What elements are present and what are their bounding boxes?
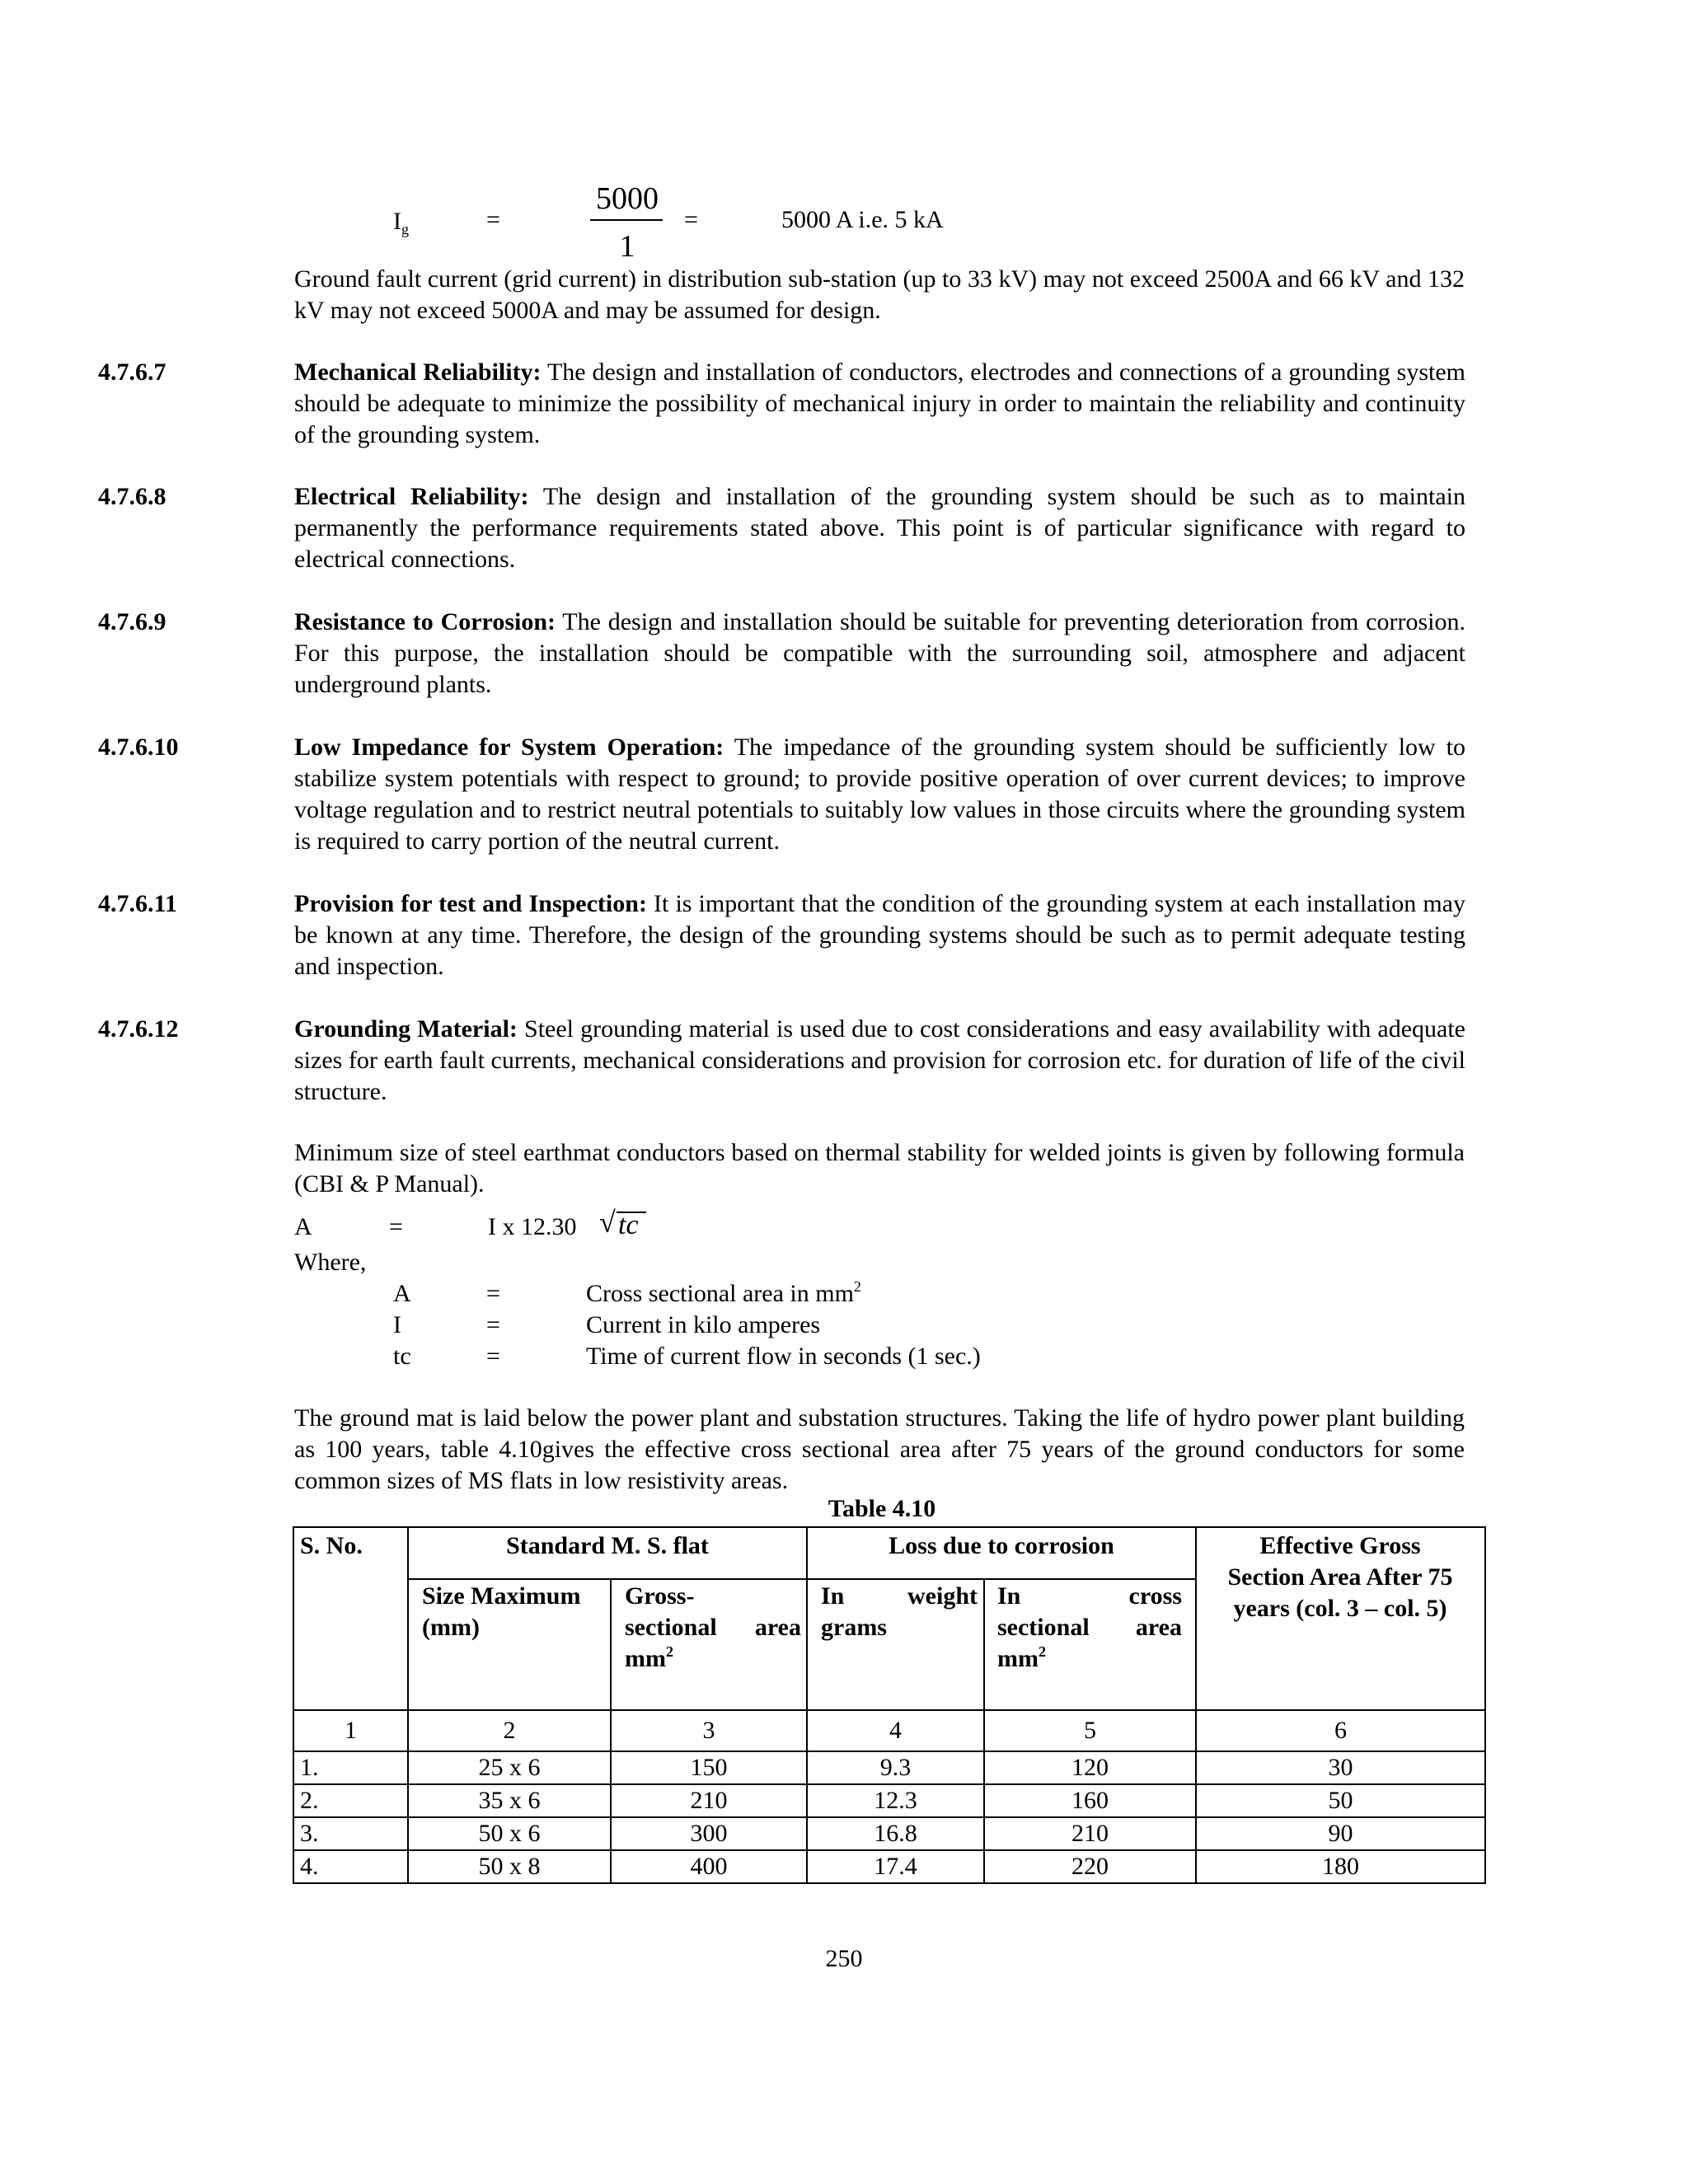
formula-ig-fraction-line: [590, 219, 663, 221]
definition-equals: =: [486, 1343, 500, 1370]
header-loss-in-weight: [821, 1581, 978, 1643]
table-rule: [610, 1578, 612, 1884]
where-label: Where,: [294, 1249, 367, 1276]
definition-list: [0, 1278, 1688, 1377]
table-rule: [293, 1750, 1486, 1752]
formula-a-lhs: A: [294, 1213, 312, 1240]
header-size-maximum: Size Maximum (mm): [422, 1582, 581, 1641]
cell-gross-area: 210: [690, 1787, 728, 1814]
section-text: It is important that the condition of the grounding system at each installation may be known at any time. Therefore, the design of the grounding systems should be such as to permit adequate testing and inspection.: [294, 890, 1465, 980]
formula-ig-result: 5000 A i.e. 5 kA: [781, 206, 944, 233]
header-weight-line: [821, 1581, 978, 1612]
formula-a-sqrt-arg: tc: [618, 1210, 639, 1240]
section-4-7-6-10: [98, 732, 1465, 857]
definition-symbol: I: [393, 1311, 401, 1338]
section-number: 4.7.6.10: [98, 733, 179, 761]
table-rule: [407, 1526, 409, 1884]
cell-sno: 2.: [300, 1787, 319, 1814]
cell-sno: 1.: [300, 1754, 319, 1781]
header-standard-flat: Standard M. S. flat: [506, 1532, 709, 1559]
col-number: 6: [1334, 1717, 1347, 1744]
formula-ig-equals-2: =: [684, 206, 698, 233]
section-title: Resistance to Corrosion:: [294, 608, 556, 635]
table-rule: [806, 1526, 808, 1884]
formula-ig-equals-1: =: [486, 206, 500, 233]
sqrt-symbol: √: [599, 1206, 616, 1239]
header-cross-word: cross: [1128, 1582, 1182, 1610]
cell-effective-area: 90: [1328, 1820, 1353, 1847]
header-effective-area: Effective Gross Section Area After 75 years (col. 3 – col. 5): [1227, 1532, 1453, 1622]
header-gross-unit: mm: [625, 1645, 666, 1672]
definition-symbol: tc: [393, 1343, 411, 1370]
min-size-paragraph: Minimum size of steel earthmat conductors based on thermal stability for welded joints is given by following formula (CBI & P Manual).: [294, 1139, 1465, 1197]
header-loss-in-cross-area: [997, 1581, 1182, 1675]
section-title: Mechanical Reliability:: [294, 359, 542, 386]
cell-gross-area: 400: [690, 1853, 728, 1880]
section-text: The design and installation of the grounding system should be such as to maintain permanently the performance requirements stated above. This point is of particular significance with regard to electrical connections.: [294, 483, 1465, 573]
section-number: 4.7.6.9: [98, 608, 166, 635]
col-number: 3: [702, 1717, 715, 1744]
section-title: Low Impedance for System Operation:: [294, 733, 724, 761]
table-rule: [293, 1526, 294, 1884]
section-body: [98, 1014, 1465, 1108]
header-cross-line: [997, 1612, 1182, 1643]
table-rule: [293, 1709, 1486, 1711]
definition-meaning-text: Cross sectional area in mm: [586, 1280, 854, 1307]
col-number: 1: [345, 1717, 357, 1744]
cell-effective-area: 180: [1322, 1853, 1359, 1880]
cell-gross-area: 300: [690, 1820, 728, 1847]
header-gross-word: sectional: [625, 1614, 717, 1641]
section-text: The design and installation should be suitable for preventing deterioration from corrosion. For this purpose, the installation should be compatible with the surrounding soil, atmosphere and adjacent underground plants.: [294, 608, 1465, 698]
header-gross-sectional-area: [625, 1581, 801, 1675]
definition-equals: =: [486, 1311, 500, 1338]
intro-paragraph: Ground fault current (grid current) in distribution sub-station (up to 33 kV) may not exceed 2500A and 66 kV and 132 kV may not exceed 5000A and may be assumed for design.: [294, 265, 1465, 324]
header-gross-superscript: 2: [665, 1643, 673, 1660]
formula-a-equals: =: [389, 1213, 403, 1240]
cell-loss-area: 160: [1071, 1787, 1109, 1814]
header-sno: S. No.: [300, 1532, 363, 1559]
table-rule: [983, 1578, 985, 1884]
section-number: 4.7.6.11: [98, 890, 177, 917]
cell-loss-area: 210: [1071, 1820, 1109, 1847]
section-body: [98, 732, 1465, 857]
section-body: [98, 888, 1465, 982]
col-number: 4: [889, 1717, 902, 1744]
table-rule: [293, 1816, 1486, 1818]
table-rule: [408, 1578, 1195, 1580]
header-gross-line: Gross-: [625, 1582, 695, 1610]
formula-a-rhs: I x 12.30: [488, 1213, 577, 1240]
cell-size: 50 x 8: [478, 1853, 541, 1880]
section-title: Provision for test and Inspection:: [294, 890, 647, 917]
table-rule: [1195, 1526, 1197, 1884]
section-4-7-6-12: [98, 1014, 1465, 1108]
cell-effective-area: 30: [1328, 1754, 1353, 1781]
cell-sno: 4.: [300, 1853, 319, 1880]
definition-meaning: [586, 1278, 861, 1310]
cell-loss-weight: 12.3: [874, 1787, 917, 1814]
header-cross-superscript: 2: [1038, 1643, 1046, 1660]
definition-equals: =: [486, 1280, 500, 1307]
section-number: 4.7.6.12: [98, 1015, 179, 1043]
cell-sno: 3.: [300, 1820, 319, 1847]
header-cross-line: [997, 1643, 1182, 1675]
formula-ig-numerator: 5000: [596, 181, 659, 216]
header-weight-word: weight: [907, 1582, 978, 1610]
section-body: [98, 357, 1465, 451]
formula-ig-symbol: I: [393, 208, 401, 235]
definition-symbol: A: [393, 1280, 411, 1307]
header-gross-line: [625, 1612, 801, 1643]
cell-gross-area: 150: [690, 1754, 728, 1781]
cell-loss-weight: 17.4: [874, 1853, 917, 1880]
header-gross-word: area: [754, 1614, 801, 1641]
table-caption: Table 4.10: [828, 1495, 936, 1522]
cell-size: 50 x 6: [478, 1820, 541, 1847]
section-title: Electrical Reliability:: [294, 483, 529, 510]
section-body: [98, 481, 1465, 575]
section-body: [98, 607, 1465, 701]
col-number: 2: [503, 1717, 516, 1744]
definition-superscript: 2: [853, 1278, 861, 1295]
cell-loss-weight: 9.3: [879, 1754, 912, 1781]
header-weight-word: In: [821, 1582, 845, 1610]
cell-effective-area: 50: [1328, 1787, 1353, 1814]
section-text: Steel grounding material is used due to cost considerations and easy availability with adequate sizes for earth fault currents, mechanical considerations and provision for corrosion etc. for duration of life of the civil structure.: [294, 1015, 1465, 1105]
section-number: 4.7.6.8: [98, 483, 166, 510]
header-cross-line: [997, 1581, 1182, 1612]
table-rule: [1484, 1526, 1486, 1884]
section-4-7-6-11: [98, 888, 1465, 982]
cell-size: 25 x 6: [478, 1754, 541, 1781]
page-number: 250: [825, 1945, 863, 1972]
section-text: The impedance of the grounding system should be sufficiently low to stabilize system potentials with respect to ground; to provide positive operation of over current devices; to improve voltage regulation and to restrict neutral potentials to suitably low values in those circuits where the grounding system is required to carry portion of the neutral current.: [294, 733, 1465, 855]
cell-loss-weight: 16.8: [874, 1820, 917, 1847]
formula-a: [0, 1202, 1688, 1243]
cell-loss-area: 120: [1071, 1754, 1109, 1781]
table-rule: [293, 1783, 1486, 1785]
section-number: 4.7.6.7: [98, 359, 166, 386]
cell-size: 35 x 6: [478, 1787, 541, 1814]
header-cross-word: area: [1135, 1614, 1182, 1641]
col-number: 5: [1084, 1717, 1096, 1744]
header-weight-line: grams: [821, 1614, 887, 1641]
definition-meaning: Time of current flow in seconds (1 sec.): [586, 1343, 981, 1370]
formula-ig-denominator: 1: [619, 229, 635, 264]
header-cross-word: In: [997, 1582, 1021, 1610]
section-4-7-6-7: [98, 357, 1465, 451]
cell-loss-area: 220: [1071, 1853, 1109, 1880]
formula-ig: [0, 0, 1688, 264]
definition-meaning: Current in kilo amperes: [586, 1311, 821, 1338]
header-gross-line: [625, 1643, 801, 1675]
section-text: The design and installation of conductors, electrodes and connections of a grounding system should be adequate to minimize the possibility of mechanical injury in order to maintain the reliability and continuity of the grounding system.: [294, 359, 1465, 448]
header-cross-word: sectional: [997, 1614, 1090, 1641]
section-title: Grounding Material:: [294, 1015, 518, 1043]
table-rule: [293, 1849, 1486, 1851]
section-4-7-6-8: [98, 481, 1465, 575]
header-cross-unit: mm: [997, 1645, 1039, 1672]
formula-ig-subscript: g: [401, 221, 409, 237]
section-4-7-6-9: [98, 607, 1465, 701]
ground-mat-paragraph: The ground mat is laid below the power plant and substation structures. Taking the life of hydro power plant building as 100 years, table 4.10gives the effective cross sectional area after 75 years of the ground conductors for some common sizes of MS flats in low resistivity areas.: [294, 1404, 1465, 1494]
table-rule: [293, 1882, 1486, 1884]
table-rule: [293, 1526, 1486, 1528]
formula-ig-lhs: [393, 206, 409, 237]
header-loss-due-to-corrosion: Loss due to corrosion: [889, 1532, 1114, 1559]
